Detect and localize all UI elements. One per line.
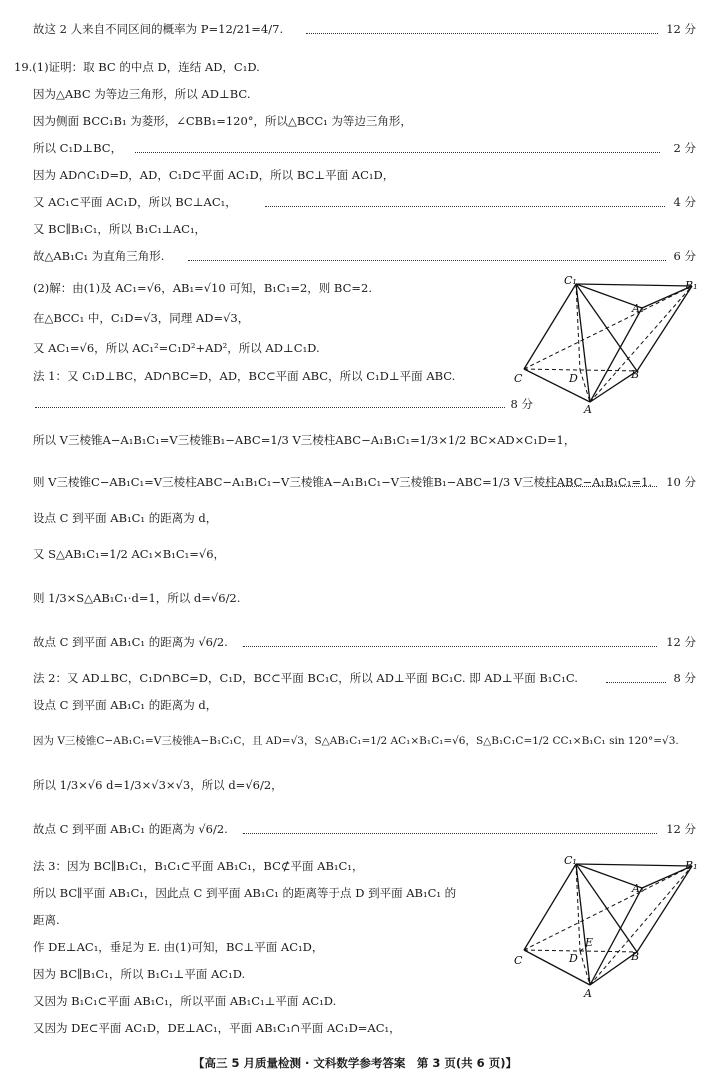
vertex-label: D	[569, 952, 578, 965]
text-line: 因为△ABC 为等边三角形，所以 AD⊥BC.	[33, 87, 251, 101]
score-label: 8 分	[510, 397, 533, 411]
vertex-label: B	[631, 950, 640, 963]
vertex-label: B	[631, 368, 640, 381]
score-leader	[265, 206, 665, 207]
score-leader	[188, 260, 666, 261]
text-line: 距离.	[33, 913, 60, 927]
score-leader	[545, 486, 657, 487]
text-line: 法 1：又 C₁D⊥BC，AD∩BC=D，AD，BC⊂平面 ABC，所以 C₁D⊥平面 ABC.	[33, 369, 456, 383]
vertex-label: A₁	[632, 302, 645, 315]
text-line: 故这 2 人来自不同区间的概率为 P=12/21=4/7.	[33, 22, 284, 36]
text-line: 因为侧面 BCC₁B₁ 为菱形，∠CBB₁=120°，所以△BCC₁ 为等边三角形，	[33, 114, 412, 128]
score-leader	[606, 682, 666, 683]
vertex-label: C	[514, 954, 523, 967]
text-line: 因为 AD∩C₁D=D，AD，C₁D⊂平面 AC₁D，所以 BC⊥平面 AC₁D，	[33, 168, 395, 182]
score-label: 4 分	[673, 195, 696, 209]
text-line: 法 2：又 AD⊥BC，C₁D∩BC=D，C₁D，BC⊂平面 BC₁C，所以 AD⊥平面 BC₁C. 即 AD⊥平面 B₁C₁C.	[33, 671, 578, 685]
vertex-label: E	[585, 936, 594, 949]
text-line: 设点 C 到平面 AB₁C₁ 的距离为 d，	[33, 511, 218, 525]
vertex-label: C	[514, 372, 523, 385]
text-line: 又因为 DE⊂平面 AC₁D，DE⊥AC₁，平面 AB₁C₁∩平面 AC₁D=AC₁，	[33, 1021, 401, 1035]
text-line: 故△AB₁C₁ 为直角三角形.	[33, 249, 165, 263]
score-label: 12 分	[666, 635, 696, 649]
text-line: 又 AC₁⊂平面 AC₁D，所以 BC⊥AC₁，	[33, 195, 237, 209]
text-line: 因为 BC∥B₁C₁，所以 B₁C₁⊥平面 AC₁D.	[33, 967, 246, 981]
text-line: 所以 BC∥平面 AB₁C₁，因此点 C 到平面 AB₁C₁ 的距离等于点 D 到平面 AB₁C₁ 的	[33, 886, 457, 900]
text-line: 故点 C 到平面 AB₁C₁ 的距离为 √6/2.	[33, 635, 228, 649]
score-label: 10 分	[666, 475, 696, 489]
text-line: 所以 1/3×√6 d=1/3×√3×√3，所以 d=√6/2，	[33, 778, 283, 792]
text-line: 法 3：因为 BC∥B₁C₁，B₁C₁⊂平面 AB₁C₁，BC⊄平面 AB₁C₁，	[33, 859, 364, 873]
text-line: 则 1/3×S△AB₁C₁·d=1，所以 d=√6/2.	[33, 591, 241, 605]
question-heading: 19.(1)证明：取 BC 的中点 D，连结 AD，C₁D.	[14, 60, 260, 74]
score-label: 6 分	[673, 249, 696, 263]
vertex-label: B₁	[685, 279, 698, 292]
score-label: 12 分	[666, 22, 696, 36]
vertex-label: B₁	[685, 859, 698, 872]
text-line: 因为 V三棱锥C−AB₁C₁=V三棱锥A−B₁C₁C，且 AD=√3，S△AB₁C₁=1/2 AC₁×B₁C₁=√6，S△B₁C₁C=1/2 CC₁×B₁C₁ sin 120°=√3.	[33, 735, 679, 747]
text-line: 又 BC∥B₁C₁，所以 B₁C₁⊥AC₁，	[33, 222, 207, 236]
text-line: 又 S△AB₁C₁=1/2 AC₁×B₁C₁=√6，	[33, 547, 226, 561]
vertex-label: D	[569, 372, 578, 385]
score-leader	[243, 646, 657, 647]
text-line: 则 V三棱锥C−AB₁C₁=V三棱柱ABC−A₁B₁C₁−V三棱锥A−A₁B₁C₁−V三棱锥B₁−ABC=1/3 V三棱柱ABC−A₁B₁C₁=1.	[33, 475, 653, 489]
text-line: 作 DE⊥AC₁，垂足为 E. 由(1)可知，BC⊥平面 AC₁D，	[33, 940, 324, 954]
text-line: (2)解：由(1)及 AC₁=√6，AB₁=√10 可知，B₁C₁=2，则 BC=2.	[33, 281, 372, 295]
text-line: 设点 C 到平面 AB₁C₁ 的距离为 d，	[33, 698, 218, 712]
vertex-label: A	[584, 987, 592, 1000]
text-line: 故点 C 到平面 AB₁C₁ 的距离为 √6/2.	[33, 822, 228, 836]
text-line: 又 AC₁=√6，所以 AC₁²=C₁D²+AD²，所以 AD⊥C₁D.	[33, 341, 320, 355]
vertex-label: C₁	[564, 854, 577, 867]
prism-figure-2	[510, 852, 702, 1000]
score-label: 2 分	[673, 141, 696, 155]
text-line: 又因为 B₁C₁⊂平面 AB₁C₁，所以平面 AB₁C₁⊥平面 AC₁D.	[33, 994, 337, 1008]
vertex-label: A	[584, 403, 592, 416]
text-line: 所以 V三棱锥A−A₁B₁C₁=V三棱锥B₁−ABC=1/3 V三棱柱ABC−A₁B₁C₁=1/3×1/2 BC×AD×C₁D=1，	[33, 433, 576, 447]
text-line: 所以 C₁D⊥BC，	[33, 141, 123, 155]
score-leader	[35, 407, 505, 408]
page-footer: 【高三 5 月质量检测 · 文科数学参考答案 第 3 页(共 6 页)】	[193, 1056, 517, 1070]
prism-figure-1	[510, 272, 702, 417]
vertex-label: C₁	[564, 274, 577, 287]
text-line: 在△BCC₁ 中，C₁D=√3，同理 AD=√3，	[33, 311, 250, 325]
score-leader	[306, 33, 658, 34]
score-leader	[243, 833, 657, 834]
score-label: 12 分	[666, 822, 696, 836]
score-leader	[135, 152, 660, 153]
score-label: 8 分	[673, 671, 696, 685]
vertex-label: A₁	[632, 882, 645, 895]
